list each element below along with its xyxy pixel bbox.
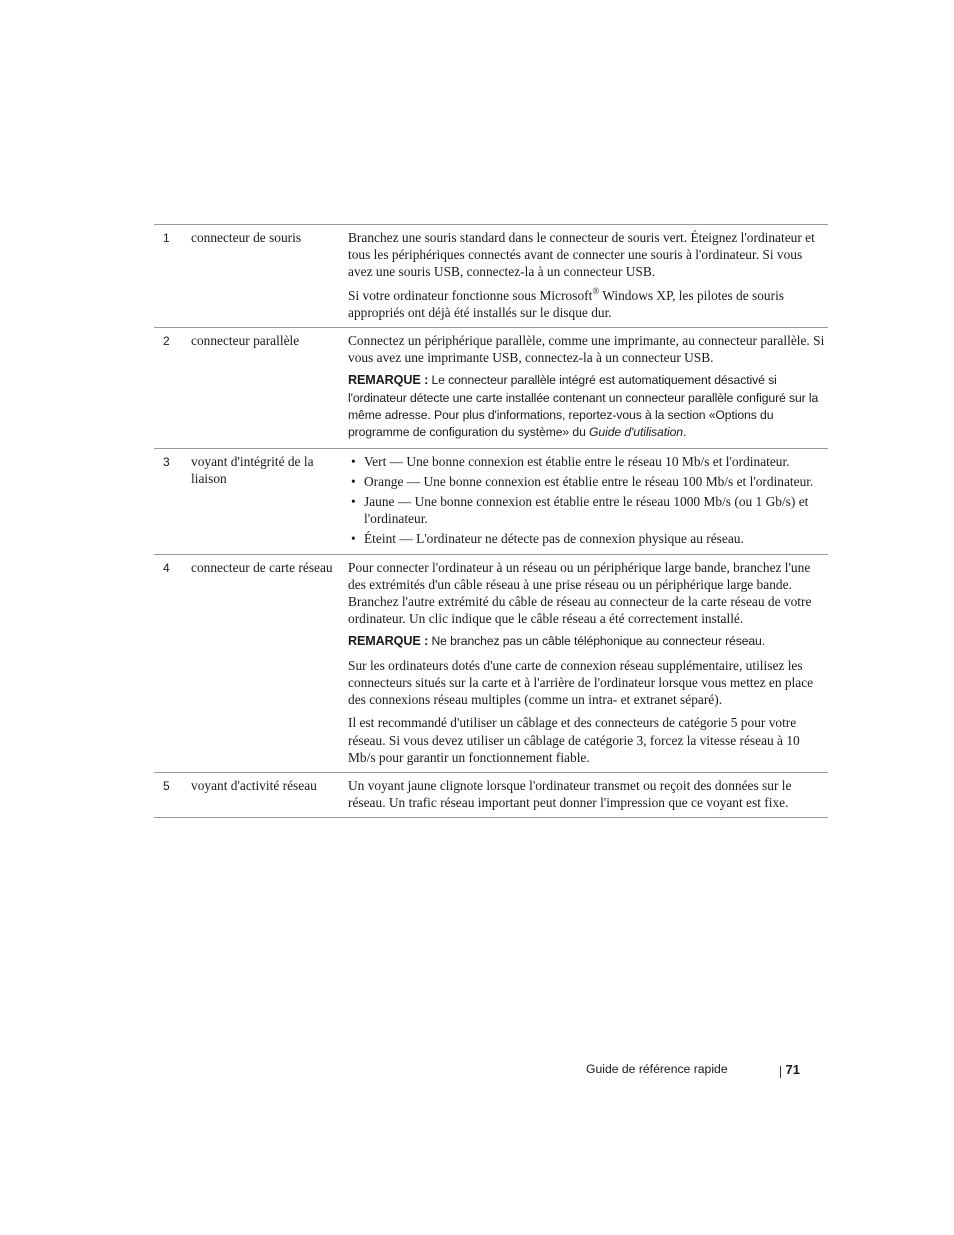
description-paragraph: Branchez une souris standard dans le connecteur de souris vert. Éteignez l'ordinateur et tous les périphériques connectés avant de connecter une souris à l'ordinateur. Si vous avez une souris USB, connectez-la à un connecteur USB. — [348, 230, 815, 280]
table-row — [154, 555, 828, 773]
row-description — [348, 453, 828, 548]
list-item-text: Orange — Une bonne connexion est établie entre le réseau 100 Mb/s et l'ordinateur. — [364, 473, 814, 489]
description-paragraph: Connectez un périphérique parallèle, comme une imprimante, au connecteur parallèle. Si vous avez une imprimante USB, connectez-la à un connecteur USB. — [348, 333, 825, 366]
list-item — [348, 453, 828, 470]
bullet-icon: • — [351, 453, 356, 469]
bullet-icon: • — [351, 473, 356, 489]
description-paragraph — [348, 287, 828, 321]
description-paragraph: Il est recommandé d'utiliser un câblage et des connecteurs de catégorie 5 pour votre réseau. Si vous devez utiliser un câblage de catégorie 3, forcez la vitesse réseau à 10 Mb/s pour garantir un fonctionnement fiable. — [348, 715, 800, 765]
note-label: REMARQUE : — [348, 373, 429, 388]
list-item — [348, 530, 828, 547]
note-text: Le connecteur parallèle intégré est automatiquement désactivé si l'ordinateur détecte une carte installée contenant un connecteur parallèle configuré sur la même adresse. Pour plus d'informations, reportez-vous à la section «Options du programme de configuration du système» du — [348, 373, 819, 440]
note — [348, 633, 828, 650]
row-number: 4 — [163, 560, 170, 575]
table-row — [154, 449, 828, 555]
row-label: connecteur de souris — [191, 230, 302, 245]
description-paragraph: Un voyant jaune clignote lorsque l'ordinateur transmet ou reçoit des données sur le réseau. Un trafic réseau important peut donner l'impression que ce voyant est fixe. — [348, 777, 792, 811]
row-description — [348, 229, 828, 321]
description-paragraph: Sur les ordinateurs dotés d'une carte de connexion réseau supplémentaire, utilisez les connecteurs situés sur la carte et à l'arrière de l'ordinateur lorsque vous mettez en place des connexions réseau multiples (comme un intra- et extranet séparé). — [348, 657, 814, 708]
note-text: Ne branchez pas un câble téléphonique au connecteur réseau. — [428, 634, 766, 649]
list-item-text: Vert — Une bonne connexion est établie entre le réseau 10 Mb/s et l'ordinateur. — [364, 453, 790, 469]
footer-title: Guide de référence rapide — [586, 1062, 728, 1076]
page-footer — [586, 1062, 814, 1080]
row-number: 1 — [163, 231, 170, 245]
text-fragment: Windows XP, les pilotes de souris appropriés ont déjà été installés sur le disque dur. — [348, 287, 785, 320]
bullet-icon: • — [351, 494, 356, 510]
status-list — [348, 453, 828, 548]
table-row — [154, 773, 828, 818]
note — [348, 372, 828, 441]
row-label: voyant d'intégrité de la liaison — [191, 453, 314, 486]
row-number: 5 — [163, 778, 170, 793]
note-label: REMARQUE : — [348, 634, 429, 649]
page-number: 71 — [785, 1062, 800, 1077]
guide-reference: Guide d'utilisation — [589, 425, 683, 440]
row-label: voyant d'activité réseau — [191, 777, 317, 793]
row-number: 2 — [163, 334, 170, 349]
table-row — [154, 225, 828, 328]
row-number: 3 — [163, 454, 170, 469]
list-item — [348, 493, 828, 527]
table-row — [154, 328, 828, 449]
row-description — [348, 332, 828, 442]
text-fragment: . — [682, 425, 687, 440]
list-item — [348, 473, 828, 490]
row-label: connecteur de carte réseau — [191, 559, 333, 575]
row-description — [348, 559, 828, 766]
footer-divider — [780, 1066, 781, 1078]
connector-table — [154, 224, 828, 818]
text-fragment: Si votre ordinateur fonctionne sous Microsoft — [348, 287, 593, 303]
registered-mark: ® — [592, 285, 600, 296]
row-label: connecteur parallèle — [191, 333, 300, 349]
row-description — [348, 777, 828, 811]
bullet-icon: • — [351, 531, 356, 547]
list-item-text: Éteint — L'ordinateur ne détecte pas de connexion physique au réseau. — [364, 531, 744, 547]
description-paragraph: Pour connecter l'ordinateur à un réseau ou un périphérique large bande, branchez l'une des extrémités d'un câble réseau à une prise réseau ou un périphérique large bande. Branchez l'autre extrémité du câble de réseau au connecteur de la carte réseau de votre ordinateur. Un clic indique que le câble réseau a été correctement installé. — [348, 559, 812, 627]
list-item-text: Jaune — Une bonne connexion est établie entre le réseau 1000 Mb/s (ou 1 Gb/s) et l'ordinateur. — [364, 494, 809, 527]
